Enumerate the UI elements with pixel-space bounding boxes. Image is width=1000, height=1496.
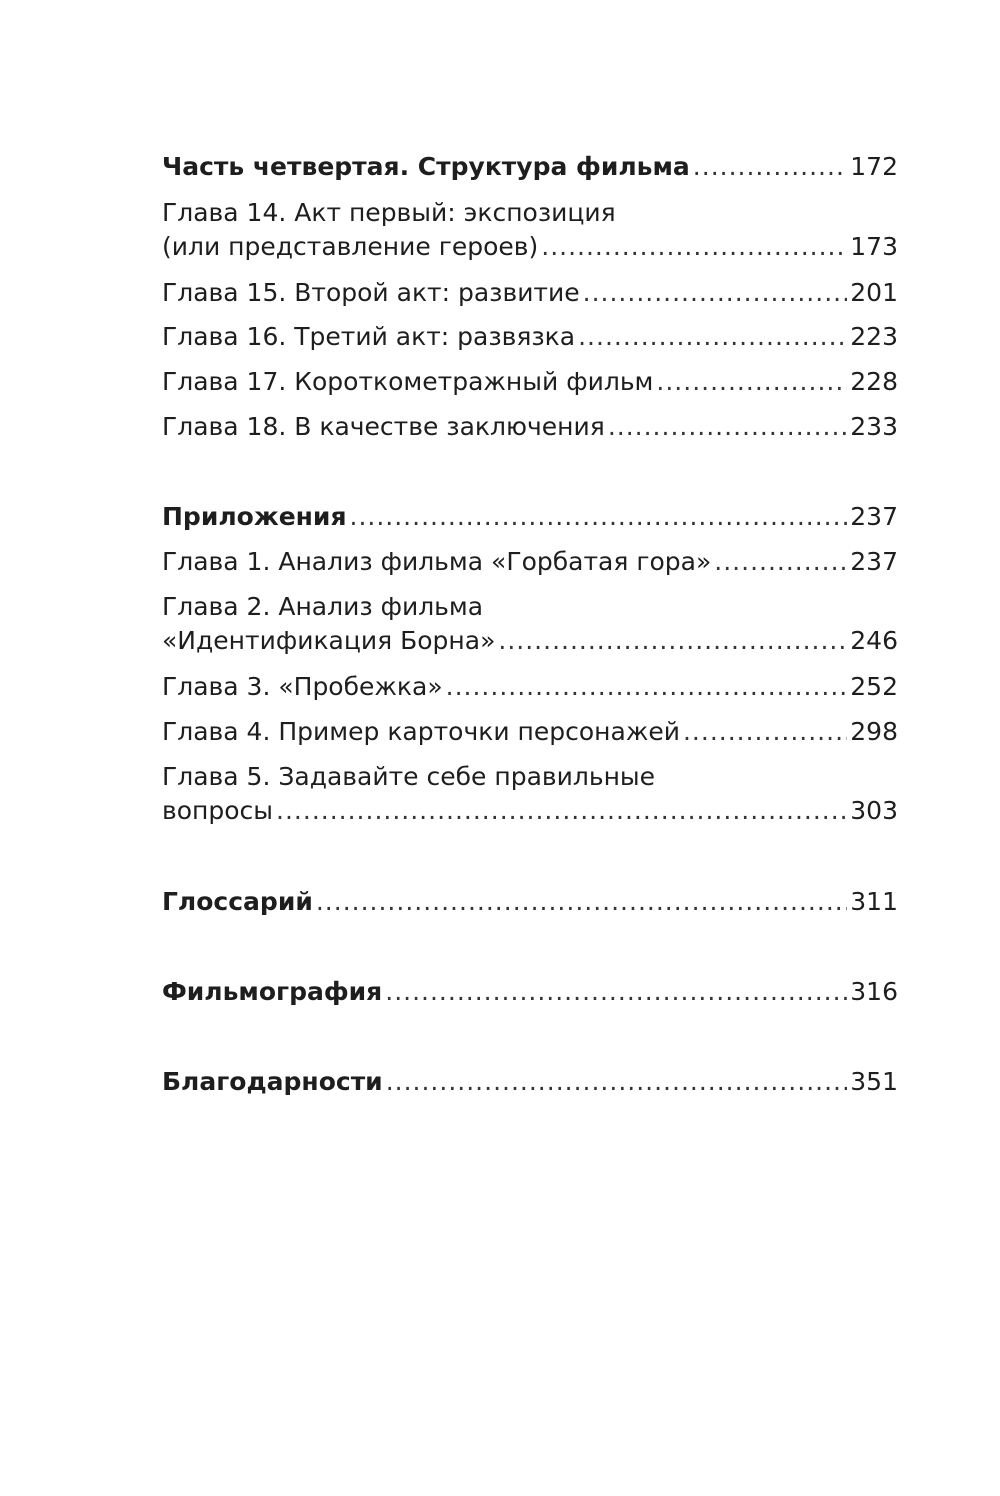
toc-section-glossary[interactable] — [162, 885, 898, 919]
toc-chapter-title-line1: Глава 2. Анализ фильма — [162, 592, 484, 621]
toc-chapter-title: Глава 18. В качестве заключения — [162, 412, 605, 441]
dot-leader — [693, 150, 847, 184]
toc-section-title: Часть четвертая. Структура фильма — [162, 152, 690, 181]
toc-page-number: 237 — [850, 547, 898, 576]
toc-page-number: 237 — [850, 502, 898, 531]
toc-section-appendices[interactable] — [162, 500, 898, 534]
toc-chapter-title: «Идентификация Борна» — [162, 626, 496, 655]
dot-leader — [350, 500, 848, 534]
toc-section-title: Приложения — [162, 502, 347, 531]
toc-chapter-15[interactable] — [162, 276, 898, 310]
dot-leader — [541, 230, 847, 264]
dot-leader — [683, 715, 847, 749]
toc-page-number: 233 — [850, 412, 898, 441]
toc-page-number: 351 — [850, 1067, 898, 1096]
dot-leader — [446, 670, 848, 704]
toc-page-number: 173 — [850, 232, 898, 261]
toc-page-number: 311 — [850, 887, 898, 916]
toc-page-number: 316 — [850, 977, 898, 1006]
toc-appendix-1[interactable] — [162, 545, 898, 579]
toc-chapter-title: Глава 17. Короткометражный фильм — [162, 367, 654, 396]
toc-chapter-title-line1: Глава 14. Акт первый: экспозиция — [162, 198, 616, 227]
dot-leader — [498, 624, 847, 658]
toc-chapter-title: Глава 1. Анализ фильма «Горбатая гора» — [162, 547, 712, 576]
toc-page-number: 298 — [850, 717, 898, 746]
dot-leader — [578, 320, 847, 354]
dot-leader — [583, 276, 848, 310]
toc-page-number: 303 — [850, 796, 898, 825]
toc-chapter-title: Глава 16. Третий акт: развязка — [162, 322, 576, 351]
toc-chapter-title: вопросы — [162, 796, 274, 825]
dot-leader — [316, 885, 847, 919]
toc-page-number: 252 — [850, 672, 898, 701]
dot-leader — [276, 794, 847, 828]
toc-chapter-title: Глава 15. Второй акт: развитие — [162, 278, 580, 307]
toc-appendix-2[interactable] — [162, 590, 898, 658]
toc-appendix-5[interactable] — [162, 760, 898, 828]
toc-appendix-4[interactable] — [162, 715, 898, 749]
toc-chapter-16[interactable] — [162, 320, 898, 354]
toc-chapter-title-line1: Глава 5. Задавайте себе правильные — [162, 762, 656, 791]
toc-appendix-3[interactable] — [162, 670, 898, 704]
toc-page-number: 246 — [850, 626, 898, 655]
toc-section-acknowledgements[interactable] — [162, 1065, 898, 1099]
dot-leader — [656, 365, 847, 399]
toc-chapter-18[interactable] — [162, 410, 898, 444]
toc-chapter-title: (или представление героев) — [162, 232, 539, 261]
toc-page-number: 223 — [850, 322, 898, 351]
toc-section-filmography[interactable] — [162, 975, 898, 1009]
toc-chapter-title: Глава 4. Пример карточки персонажей — [162, 717, 680, 746]
toc-page-number: 201 — [850, 278, 898, 307]
toc-page-number: 228 — [850, 367, 898, 396]
toc-chapter-14[interactable] — [162, 196, 898, 264]
dot-leader — [385, 975, 847, 1009]
toc-section-title: Глоссарий — [162, 887, 313, 916]
dot-leader — [386, 1065, 848, 1099]
toc-section-part-four[interactable] — [162, 150, 898, 184]
toc-section-title: Благодарности — [162, 1067, 383, 1096]
toc-section-title: Фильмография — [162, 977, 383, 1006]
toc-page-number: 172 — [850, 152, 898, 181]
toc-chapter-title: Глава 3. «Пробежка» — [162, 672, 443, 701]
dot-leader — [608, 410, 847, 444]
toc-chapter-17[interactable] — [162, 365, 898, 399]
dot-leader — [714, 545, 847, 579]
